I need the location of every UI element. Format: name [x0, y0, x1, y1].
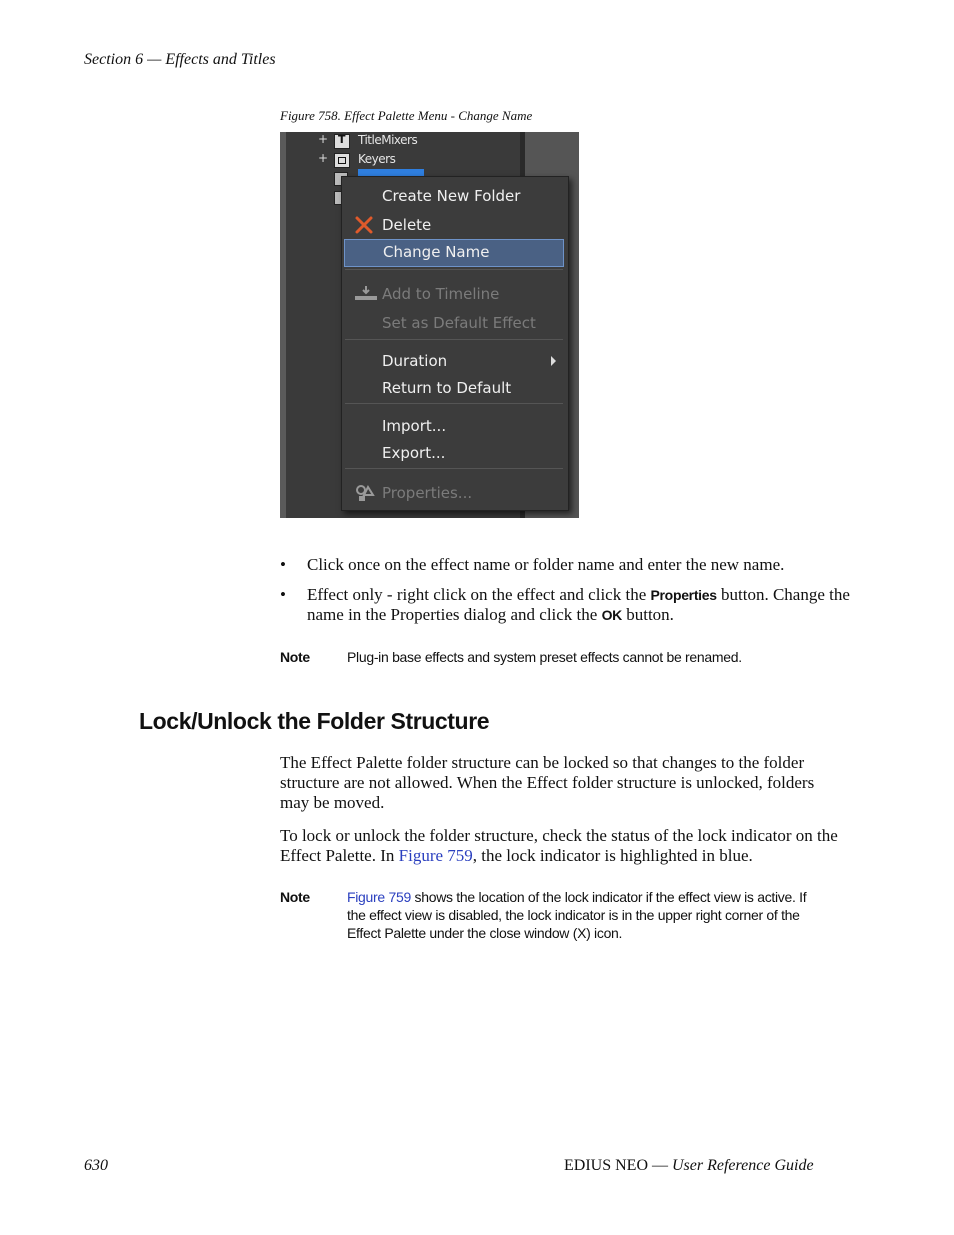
- figure-759-link[interactable]: Figure 759: [347, 889, 411, 905]
- context-menu: [341, 176, 569, 511]
- ok-button-ref: OK: [601, 607, 622, 623]
- bullet-text: button.: [621, 605, 674, 624]
- bullet-item: [280, 555, 860, 575]
- menu-item-import[interactable]: [342, 413, 564, 439]
- menu-item-delete[interactable]: [342, 212, 564, 238]
- expand-icon[interactable]: +: [318, 132, 328, 146]
- instruction-list: [280, 555, 860, 635]
- running-footer: [564, 1157, 814, 1175]
- menu-item-label: Return to Default: [382, 379, 512, 397]
- tree-item-label: TitleMixers: [358, 133, 418, 147]
- menu-item-change-name[interactable]: [344, 239, 564, 267]
- note-body: shows the location of the lock indicator if the effect view is active. If the effect view is disabled, the lock indicator is in the upper right corner of the Effect Palette under the close window (X) icon.: [347, 889, 807, 941]
- menu-separator: [345, 339, 563, 340]
- menu-item-add-to-timeline[interactable]: [342, 281, 564, 307]
- menu-item-label: Add to Timeline: [382, 285, 500, 303]
- menu-item-create-new-folder[interactable]: [342, 183, 564, 209]
- title-mixer-icon: [334, 134, 350, 149]
- menu-item-label: Export...: [382, 444, 446, 462]
- bullet-text: Effect only - right click on the effect and click the: [307, 585, 651, 604]
- menu-item-label: Create New Folder: [382, 187, 521, 205]
- bullet-item: [280, 585, 860, 625]
- submenu-arrow-icon: [551, 356, 556, 366]
- note-label: Note: [280, 889, 310, 905]
- menu-separator: [345, 269, 563, 270]
- menu-item-duration[interactable]: [342, 348, 564, 374]
- menu-item-label: Change Name: [383, 243, 490, 261]
- paragraph: [280, 826, 845, 866]
- menu-item-label: Set as Default Effect: [382, 314, 536, 332]
- menu-separator: [345, 468, 563, 469]
- menu-item-label: Import...: [382, 417, 447, 435]
- bullet-text: Click once on the effect name or folder name and enter the new name.: [307, 555, 785, 574]
- note-text: Plug-in base effects and system preset effects cannot be renamed.: [347, 649, 742, 665]
- figure-759-link[interactable]: Figure 759: [398, 846, 473, 865]
- note-label: Note: [280, 649, 310, 665]
- section-heading: Lock/Unlock the Folder Structure: [139, 708, 490, 734]
- bullet-text: button. Change the name in the Properties dialog and click the: [307, 585, 850, 624]
- footer-dash: —: [652, 1157, 668, 1174]
- menu-item-export[interactable]: [342, 440, 564, 466]
- menu-item-label: Duration: [382, 352, 448, 370]
- effect-palette-screenshot: [280, 132, 579, 518]
- paragraph-text: To lock or unlock the folder structure, check the status of the lock indicator on the Effect Palette. In: [280, 826, 838, 865]
- delete-x-icon: [354, 215, 374, 235]
- add-to-timeline-icon: [354, 284, 378, 304]
- running-header: Section 6 — Effects and Titles: [84, 51, 276, 68]
- menu-item-set-as-default-effect[interactable]: [342, 310, 564, 336]
- expand-icon[interactable]: +: [318, 151, 328, 165]
- note-text: [347, 888, 827, 942]
- paragraph: The Effect Palette folder structure can be locked so that changes to the folder structure are not allowed. When the Effect folder structure is unlocked, folders may be moved.: [280, 753, 815, 812]
- keyers-icon: [334, 153, 350, 168]
- paragraph-text: , the lock indicator is highlighted in blue.: [472, 846, 753, 865]
- menu-item-label: Delete: [382, 216, 432, 234]
- tree-item-label: Keyers: [358, 152, 396, 166]
- properties-icon: [354, 483, 376, 503]
- menu-item-properties[interactable]: [342, 480, 564, 506]
- figure-caption: Figure 758. Effect Palette Menu - Change Name: [280, 108, 533, 123]
- menu-item-label: Properties...: [382, 484, 473, 502]
- menu-separator: [345, 403, 563, 404]
- properties-button-ref: Properties: [650, 587, 717, 603]
- product-name: EDIUS NEO: [564, 1157, 648, 1174]
- guide-title: User Reference Guide: [672, 1157, 814, 1174]
- page-number: 630: [84, 1157, 108, 1174]
- menu-item-return-to-default[interactable]: [342, 375, 564, 401]
